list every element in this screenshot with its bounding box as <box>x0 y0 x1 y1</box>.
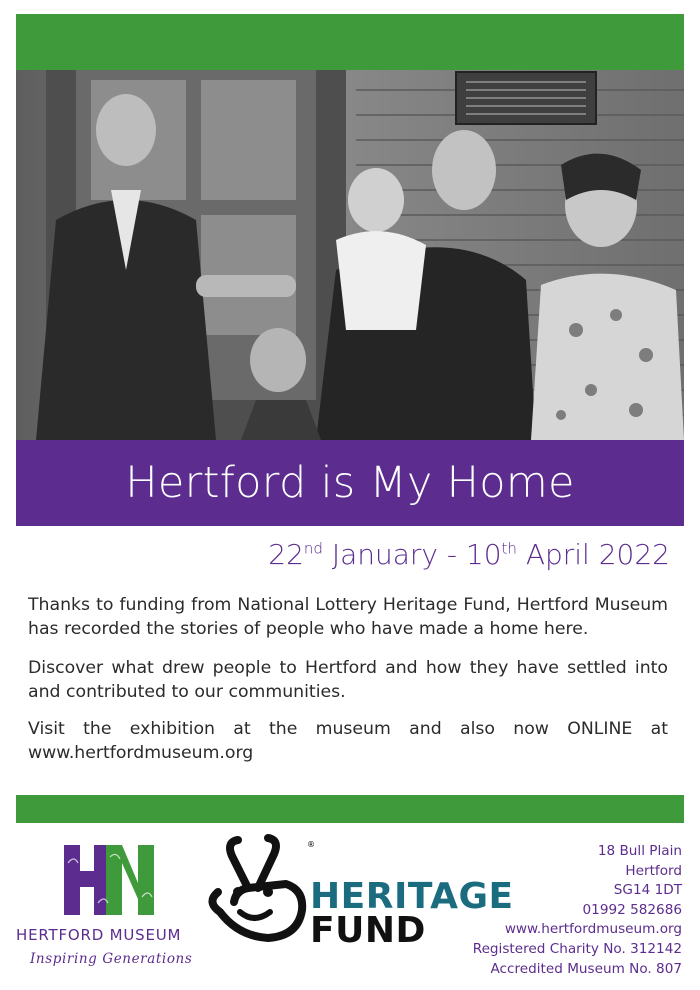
address-postcode: SG14 1DT <box>613 882 682 899</box>
start-day: 22 <box>268 538 304 571</box>
address-phone: 01992 582686 <box>582 901 682 918</box>
end-day-suffix: th <box>501 539 517 558</box>
date-middle: January - 10 <box>322 538 502 571</box>
museum-name: HERTFORD MUSEUM <box>16 926 182 944</box>
hertford-museum-logo-icon <box>60 843 156 917</box>
address-accreditation: Accredited Museum No. 807 <box>490 960 682 977</box>
heritage-fund-fund-text: FUND <box>310 910 426 951</box>
bottom-green-bar <box>16 795 684 823</box>
address-charity: Registered Charity No. 312142 <box>472 940 682 957</box>
visit-paragraph: Visit the exhibition at the museum and also now ONLINE at www.hertfordmuseum.org <box>28 719 668 763</box>
address-town: Hertford <box>625 862 682 879</box>
top-green-bar <box>16 14 684 70</box>
discover-paragraph: Discover what drew people to Hertford and how they have settled into and contributed to our communities. <box>28 658 668 702</box>
crossed-fingers-icon <box>198 832 314 950</box>
address-street: 18 Bull Plain <box>597 843 682 859</box>
registered-mark: ® <box>307 840 315 849</box>
date-end: April 2022 <box>516 538 670 571</box>
start-day-suffix: nd <box>303 539 323 558</box>
museum-tagline: Inspiring Generations <box>30 951 193 967</box>
exhibition-title: Hertford is My Home <box>125 458 575 508</box>
exhibition-dates <box>268 538 670 571</box>
intro-paragraph: Thanks to funding from National Lottery Heritage Fund, Hertford Museum has recorded the stories of people who have made a home here. <box>28 595 668 639</box>
address-website: www.hertfordmuseum.org <box>504 921 682 938</box>
family-photo-image <box>16 70 684 440</box>
title-banner <box>16 440 684 526</box>
museum-address-block <box>473 842 682 979</box>
heritage-fund-heritage-text: HERITAGE <box>310 876 514 917</box>
